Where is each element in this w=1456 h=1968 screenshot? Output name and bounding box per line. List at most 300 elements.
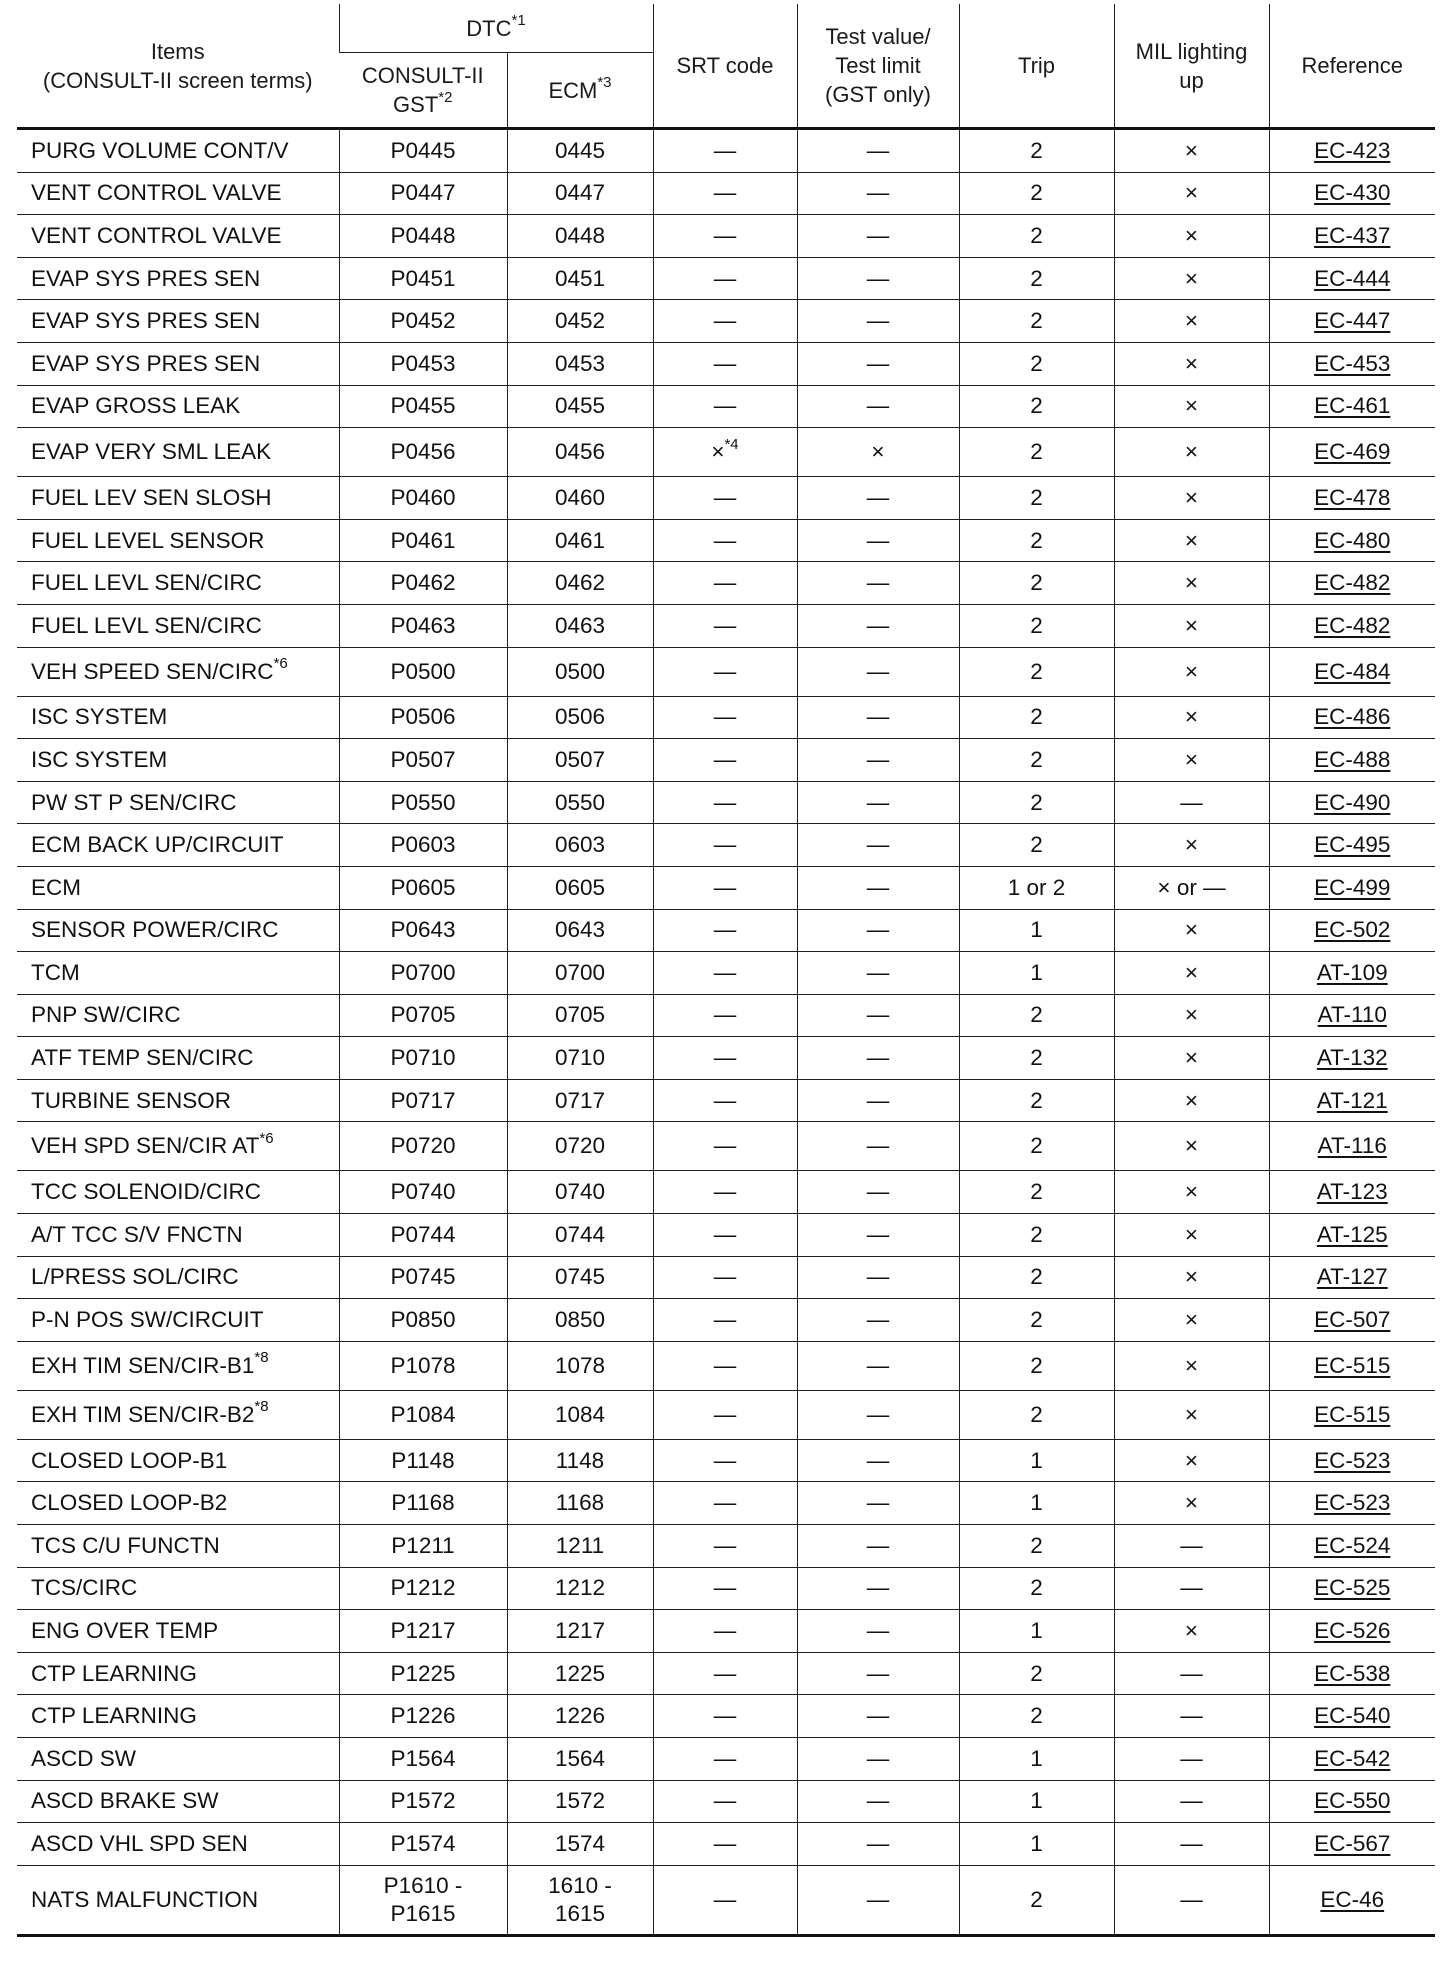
item-cell: ENG OVER TEMP [17, 1610, 339, 1653]
srt-code: — [653, 647, 797, 696]
ecm-code: 0451 [507, 257, 653, 300]
table-row [17, 129, 1435, 173]
consult-gst-code: P0461 [339, 519, 507, 562]
test-value: — [797, 172, 959, 215]
table-row [17, 1390, 1435, 1439]
ecm-code: 1148 [507, 1439, 653, 1482]
test-value: — [797, 1610, 959, 1653]
item-cell: SENSOR POWER/CIRC [17, 909, 339, 952]
trip-value: 2 [959, 1390, 1114, 1439]
ecm-code: 1211 [507, 1525, 653, 1568]
consult-gst-code: P0717 [339, 1079, 507, 1122]
reference-link[interactable]: EC-495 [1269, 824, 1435, 867]
reference-link[interactable]: EC-482 [1269, 604, 1435, 647]
reference-link[interactable]: EC-507 [1269, 1299, 1435, 1342]
reference-link[interactable]: EC-46 [1269, 1865, 1435, 1935]
item-cell: VEH SPEED SEN/CIRC$^{*6}$ [17, 647, 339, 696]
table-row [17, 994, 1435, 1037]
srt-code: — [653, 300, 797, 343]
test-value: — [797, 1122, 959, 1171]
test-value: — [797, 1341, 959, 1390]
test-value: — [797, 1482, 959, 1525]
item-cell: PNP SW/CIRC [17, 994, 339, 1037]
consult-gst-code: P0603 [339, 824, 507, 867]
trip-value: 2 [959, 519, 1114, 562]
test-value: — [797, 781, 959, 824]
table-row [17, 1525, 1435, 1568]
test-value: — [797, 477, 959, 520]
dtc-table [17, 4, 1435, 1937]
trip-value: 1 [959, 1780, 1114, 1823]
trip-value: 2 [959, 172, 1114, 215]
consult-gst-code: P0643 [339, 909, 507, 952]
reference-link[interactable]: EC-502 [1269, 909, 1435, 952]
srt-code: — [653, 1171, 797, 1214]
srt-code: — [653, 1482, 797, 1525]
mil-value: × [1114, 1390, 1269, 1439]
test-value: — [797, 1865, 959, 1935]
reference-link[interactable]: EC-486 [1269, 696, 1435, 739]
srt-code: — [653, 1865, 797, 1935]
srt-code: — [653, 1214, 797, 1257]
srt-header: SRT code [653, 4, 797, 129]
ecm-code: 0445 [507, 129, 653, 173]
test-value: — [797, 1079, 959, 1122]
reference-link[interactable]: EC-430 [1269, 172, 1435, 215]
consult-gst-code: P0744 [339, 1214, 507, 1257]
item-cell: ASCD SW [17, 1738, 339, 1781]
ecm-code: 0710 [507, 1037, 653, 1080]
trip-value: 1 [959, 1823, 1114, 1866]
consult-gst-code: P0460 [339, 477, 507, 520]
mil-value: × [1114, 696, 1269, 739]
trip-value: 1 [959, 1738, 1114, 1781]
reference-link[interactable]: EC-453 [1269, 342, 1435, 385]
table-row [17, 1610, 1435, 1653]
ecm-code: 0550 [507, 781, 653, 824]
table-row [17, 1079, 1435, 1122]
ecm-code: 0462 [507, 562, 653, 605]
table-row [17, 1214, 1435, 1257]
test-value: — [797, 952, 959, 995]
table-row [17, 300, 1435, 343]
ecm-code: 0745 [507, 1256, 653, 1299]
test-value: — [797, 519, 959, 562]
item-cell: CLOSED LOOP-B2 [17, 1482, 339, 1525]
consult-gst-header: CONSULT-II GST$^{*2}$ [339, 53, 507, 129]
consult-gst-code: P0452 [339, 300, 507, 343]
test-value: × [797, 428, 959, 477]
consult-gst-code: P1211 [339, 1525, 507, 1568]
test-value: — [797, 562, 959, 605]
consult-gst-code: P0745 [339, 1256, 507, 1299]
ecm-code: 1610 - 1615 [507, 1865, 653, 1935]
mil-value: × [1114, 952, 1269, 995]
item-cell: VENT CONTROL VALVE [17, 215, 339, 258]
item-cell: A/T TCC S/V FNCTN [17, 1214, 339, 1257]
consult-gst-code: P1212 [339, 1567, 507, 1610]
mil-value: — [1114, 781, 1269, 824]
ecm-code: 1212 [507, 1567, 653, 1610]
trip-value: 2 [959, 994, 1114, 1037]
reference-link[interactable]: EC-447 [1269, 300, 1435, 343]
mil-value: × [1114, 1214, 1269, 1257]
item-cell: P-N POS SW/CIRCUIT [17, 1299, 339, 1342]
trip-value: 1 [959, 1439, 1114, 1482]
reference-link[interactable]: EC-526 [1269, 1610, 1435, 1653]
srt-code: ×$^{*4}$ [653, 428, 797, 477]
table-row [17, 1738, 1435, 1781]
trip-value: 2 [959, 604, 1114, 647]
consult-gst-code: P0500 [339, 647, 507, 696]
mil-value: × [1114, 1299, 1269, 1342]
ecm-code: 1084 [507, 1390, 653, 1439]
table-row [17, 1865, 1435, 1935]
mil-value: × [1114, 909, 1269, 952]
consult-gst-code: P1168 [339, 1482, 507, 1525]
reference-link[interactable]: AT-132 [1269, 1037, 1435, 1080]
mil-value: — [1114, 1865, 1269, 1935]
test-value: — [797, 1390, 959, 1439]
consult-gst-code: P0447 [339, 172, 507, 215]
ecm-code: 0463 [507, 604, 653, 647]
srt-code: — [653, 562, 797, 605]
reference-link[interactable]: EC-567 [1269, 1823, 1435, 1866]
test-value: — [797, 1214, 959, 1257]
ecm-code: 1226 [507, 1695, 653, 1738]
table-row [17, 604, 1435, 647]
reference-link[interactable]: EC-423 [1269, 129, 1435, 173]
ecm-code: 0506 [507, 696, 653, 739]
mil-value: × [1114, 1037, 1269, 1080]
mil-value: × [1114, 1341, 1269, 1390]
reference-link[interactable]: EC-550 [1269, 1780, 1435, 1823]
srt-code: — [653, 215, 797, 258]
srt-code: — [653, 257, 797, 300]
trip-value: 2 [959, 300, 1114, 343]
consult-gst-code: P0455 [339, 385, 507, 428]
srt-code: — [653, 909, 797, 952]
table-row [17, 1439, 1435, 1482]
mil-value: × [1114, 300, 1269, 343]
srt-code: — [653, 1341, 797, 1390]
reference-link[interactable]: EC-461 [1269, 385, 1435, 428]
trip-value: 1 [959, 1610, 1114, 1653]
mil-value: × [1114, 215, 1269, 258]
trip-value: 2 [959, 1171, 1114, 1214]
reference-link[interactable]: EC-523 [1269, 1482, 1435, 1525]
mil-value: × [1114, 385, 1269, 428]
table-row [17, 1567, 1435, 1610]
srt-code: — [653, 952, 797, 995]
table-row [17, 739, 1435, 782]
reference-link[interactable]: EC-524 [1269, 1525, 1435, 1568]
srt-code: — [653, 1652, 797, 1695]
trip-value: 2 [959, 1214, 1114, 1257]
reference-link[interactable]: AT-116 [1269, 1122, 1435, 1171]
test-value: — [797, 1738, 959, 1781]
test-value: — [797, 257, 959, 300]
item-cell: TCM [17, 952, 339, 995]
trip-value: 2 [959, 257, 1114, 300]
mil-value: × [1114, 129, 1269, 173]
item-cell: ISC SYSTEM [17, 739, 339, 782]
reference-link[interactable]: EC-525 [1269, 1567, 1435, 1610]
table-row [17, 866, 1435, 909]
mil-value: × [1114, 647, 1269, 696]
mil-value: — [1114, 1695, 1269, 1738]
mil-value: × [1114, 824, 1269, 867]
ecm-code: 0850 [507, 1299, 653, 1342]
test-value: — [797, 739, 959, 782]
srt-code: — [653, 866, 797, 909]
ecm-code: 1217 [507, 1610, 653, 1653]
item-cell: ECM [17, 866, 339, 909]
items-header: Items (CONSULT-II screen terms) [17, 4, 339, 129]
reference-link[interactable]: AT-123 [1269, 1171, 1435, 1214]
test-value: — [797, 1171, 959, 1214]
consult-gst-code: P0463 [339, 604, 507, 647]
consult-gst-code: P0710 [339, 1037, 507, 1080]
reference-link[interactable]: EC-523 [1269, 1439, 1435, 1482]
test-value: — [797, 1439, 959, 1482]
table-row [17, 824, 1435, 867]
trip-header: Trip [959, 4, 1114, 129]
consult-gst-code: P1225 [339, 1652, 507, 1695]
table-row [17, 1695, 1435, 1738]
table-row [17, 257, 1435, 300]
reference-link[interactable]: AT-125 [1269, 1214, 1435, 1257]
table-row [17, 1037, 1435, 1080]
test-value: — [797, 909, 959, 952]
mil-value: × [1114, 519, 1269, 562]
srt-code: — [653, 739, 797, 782]
item-cell: VENT CONTROL VALVE [17, 172, 339, 215]
trip-value: 1 [959, 909, 1114, 952]
mil-value: — [1114, 1525, 1269, 1568]
ecm-code: 0740 [507, 1171, 653, 1214]
trip-value: 2 [959, 1695, 1114, 1738]
reference-link[interactable]: EC-437 [1269, 215, 1435, 258]
test-value: — [797, 994, 959, 1037]
mil-value: × [1114, 1610, 1269, 1653]
reference-link[interactable]: AT-127 [1269, 1256, 1435, 1299]
trip-value: 1 [959, 952, 1114, 995]
trip-value: 2 [959, 1122, 1114, 1171]
srt-code: — [653, 1256, 797, 1299]
reference-link[interactable]: AT-110 [1269, 994, 1435, 1037]
test-value: — [797, 696, 959, 739]
srt-code: — [653, 1738, 797, 1781]
item-cell: CLOSED LOOP-B1 [17, 1439, 339, 1482]
item-cell: NATS MALFUNCTION [17, 1865, 339, 1935]
table-row [17, 1341, 1435, 1390]
trip-value: 2 [959, 1525, 1114, 1568]
reference-link[interactable]: EC-540 [1269, 1695, 1435, 1738]
table-row [17, 562, 1435, 605]
ecm-code: 0720 [507, 1122, 653, 1171]
reference-link[interactable]: EC-484 [1269, 647, 1435, 696]
table-row [17, 647, 1435, 696]
test-value: — [797, 385, 959, 428]
reference-link[interactable]: EC-499 [1269, 866, 1435, 909]
test-value: — [797, 129, 959, 173]
consult-gst-code: P0456 [339, 428, 507, 477]
reference-link[interactable]: EC-515 [1269, 1341, 1435, 1390]
trip-value: 2 [959, 477, 1114, 520]
test-value: — [797, 300, 959, 343]
ecm-code: 1225 [507, 1652, 653, 1695]
reference-link[interactable]: EC-538 [1269, 1652, 1435, 1695]
item-cell: TCC SOLENOID/CIRC [17, 1171, 339, 1214]
mil-value: × [1114, 604, 1269, 647]
mil-value: × [1114, 1439, 1269, 1482]
trip-value: 2 [959, 129, 1114, 173]
trip-value: 2 [959, 428, 1114, 477]
reference-link[interactable]: AT-121 [1269, 1079, 1435, 1122]
ecm-code: 0643 [507, 909, 653, 952]
table-row [17, 1256, 1435, 1299]
ecm-code: 0700 [507, 952, 653, 995]
ecm-code: 1564 [507, 1738, 653, 1781]
item-cell: PW ST P SEN/CIRC [17, 781, 339, 824]
ecm-code: 0448 [507, 215, 653, 258]
reference-link[interactable]: EC-515 [1269, 1390, 1435, 1439]
item-cell: EXH TIM SEN/CIR-B1$^{*8}$ [17, 1341, 339, 1390]
table-row [17, 1122, 1435, 1171]
trip-value: 2 [959, 1865, 1114, 1935]
item-cell: ASCD BRAKE SW [17, 1780, 339, 1823]
consult-gst-code: P1217 [339, 1610, 507, 1653]
ecm-code: 1574 [507, 1823, 653, 1866]
item-cell: ASCD VHL SPD SEN [17, 1823, 339, 1866]
table-row [17, 1171, 1435, 1214]
trip-value: 2 [959, 1652, 1114, 1695]
test-value: — [797, 604, 959, 647]
srt-code: — [653, 1037, 797, 1080]
ecm-code: 0452 [507, 300, 653, 343]
trip-value: 2 [959, 385, 1114, 428]
mil-value: — [1114, 1738, 1269, 1781]
srt-code: — [653, 1122, 797, 1171]
srt-code: — [653, 1390, 797, 1439]
srt-code: — [653, 1299, 797, 1342]
test-value: — [797, 647, 959, 696]
trip-value: 2 [959, 1256, 1114, 1299]
consult-gst-code: P0720 [339, 1122, 507, 1171]
ecm-code: 0507 [507, 739, 653, 782]
ecm-code: 1078 [507, 1341, 653, 1390]
item-cell: ATF TEMP SEN/CIRC [17, 1037, 339, 1080]
table-row [17, 385, 1435, 428]
mil-value: × [1114, 428, 1269, 477]
trip-value: 2 [959, 696, 1114, 739]
reference-link[interactable]: EC-478 [1269, 477, 1435, 520]
item-cell: VEH SPD SEN/CIR AT$^{*6}$ [17, 1122, 339, 1171]
item-cell: EXH TIM SEN/CIR-B2$^{*8}$ [17, 1390, 339, 1439]
test-value: — [797, 1256, 959, 1299]
table-row [17, 1652, 1435, 1695]
trip-value: 2 [959, 342, 1114, 385]
item-cell: FUEL LEVL SEN/CIRC [17, 604, 339, 647]
trip-value: 2 [959, 1299, 1114, 1342]
test-value: — [797, 1823, 959, 1866]
test-value: — [797, 1780, 959, 1823]
srt-code: — [653, 824, 797, 867]
mil-value: — [1114, 1567, 1269, 1610]
table-row [17, 909, 1435, 952]
mil-value: × [1114, 1171, 1269, 1214]
table-row [17, 1780, 1435, 1823]
trip-value: 2 [959, 1037, 1114, 1080]
reference-link[interactable]: EC-480 [1269, 519, 1435, 562]
consult-gst-code: P0448 [339, 215, 507, 258]
trip-value: 2 [959, 781, 1114, 824]
item-cell: FUEL LEVEL SENSOR [17, 519, 339, 562]
srt-code: — [653, 172, 797, 215]
trip-value: 2 [959, 1341, 1114, 1390]
table-row [17, 215, 1435, 258]
srt-code: — [653, 1695, 797, 1738]
mil-value: × [1114, 172, 1269, 215]
srt-code: — [653, 1079, 797, 1122]
mil-value: × [1114, 562, 1269, 605]
mil-value: × [1114, 994, 1269, 1037]
mil-value: × or — [1114, 866, 1269, 909]
consult-gst-code: P0550 [339, 781, 507, 824]
item-cell: TCS/CIRC [17, 1567, 339, 1610]
test-value: — [797, 1695, 959, 1738]
trip-value: 2 [959, 739, 1114, 782]
trip-value: 2 [959, 215, 1114, 258]
item-cell: EVAP SYS PRES SEN [17, 342, 339, 385]
consult-gst-code: P0740 [339, 1171, 507, 1214]
test-value: — [797, 1567, 959, 1610]
consult-gst-code: P1084 [339, 1390, 507, 1439]
reference-link[interactable]: EC-444 [1269, 257, 1435, 300]
srt-code: — [653, 1525, 797, 1568]
reference-header: Reference [1269, 4, 1435, 129]
mil-value: — [1114, 1780, 1269, 1823]
item-cell: EVAP SYS PRES SEN [17, 300, 339, 343]
consult-gst-code: P1564 [339, 1738, 507, 1781]
consult-gst-code: P1078 [339, 1341, 507, 1390]
consult-gst-code: P0700 [339, 952, 507, 995]
reference-link[interactable]: EC-542 [1269, 1738, 1435, 1781]
consult-gst-code: P1148 [339, 1439, 507, 1482]
reference-link[interactable]: EC-482 [1269, 562, 1435, 605]
item-cell: EVAP SYS PRES SEN [17, 257, 339, 300]
mil-value: × [1114, 257, 1269, 300]
trip-value: 2 [959, 647, 1114, 696]
reference-link[interactable]: EC-488 [1269, 739, 1435, 782]
ecm-code: 0500 [507, 647, 653, 696]
srt-code: — [653, 1780, 797, 1823]
item-cell: TURBINE SENSOR [17, 1079, 339, 1122]
test-value-header: Test value/ Test limit (GST only) [797, 4, 959, 129]
srt-code: — [653, 1439, 797, 1482]
reference-link[interactable]: EC-469 [1269, 428, 1435, 477]
item-cell: ECM BACK UP/CIRCUIT [17, 824, 339, 867]
reference-link[interactable]: AT-109 [1269, 952, 1435, 995]
test-value: — [797, 1299, 959, 1342]
table-row [17, 1299, 1435, 1342]
item-cell: PURG VOLUME CONT/V [17, 129, 339, 173]
reference-link[interactable]: EC-490 [1269, 781, 1435, 824]
consult-gst-code: P0506 [339, 696, 507, 739]
ecm-code: 0456 [507, 428, 653, 477]
item-cell: CTP LEARNING [17, 1695, 339, 1738]
